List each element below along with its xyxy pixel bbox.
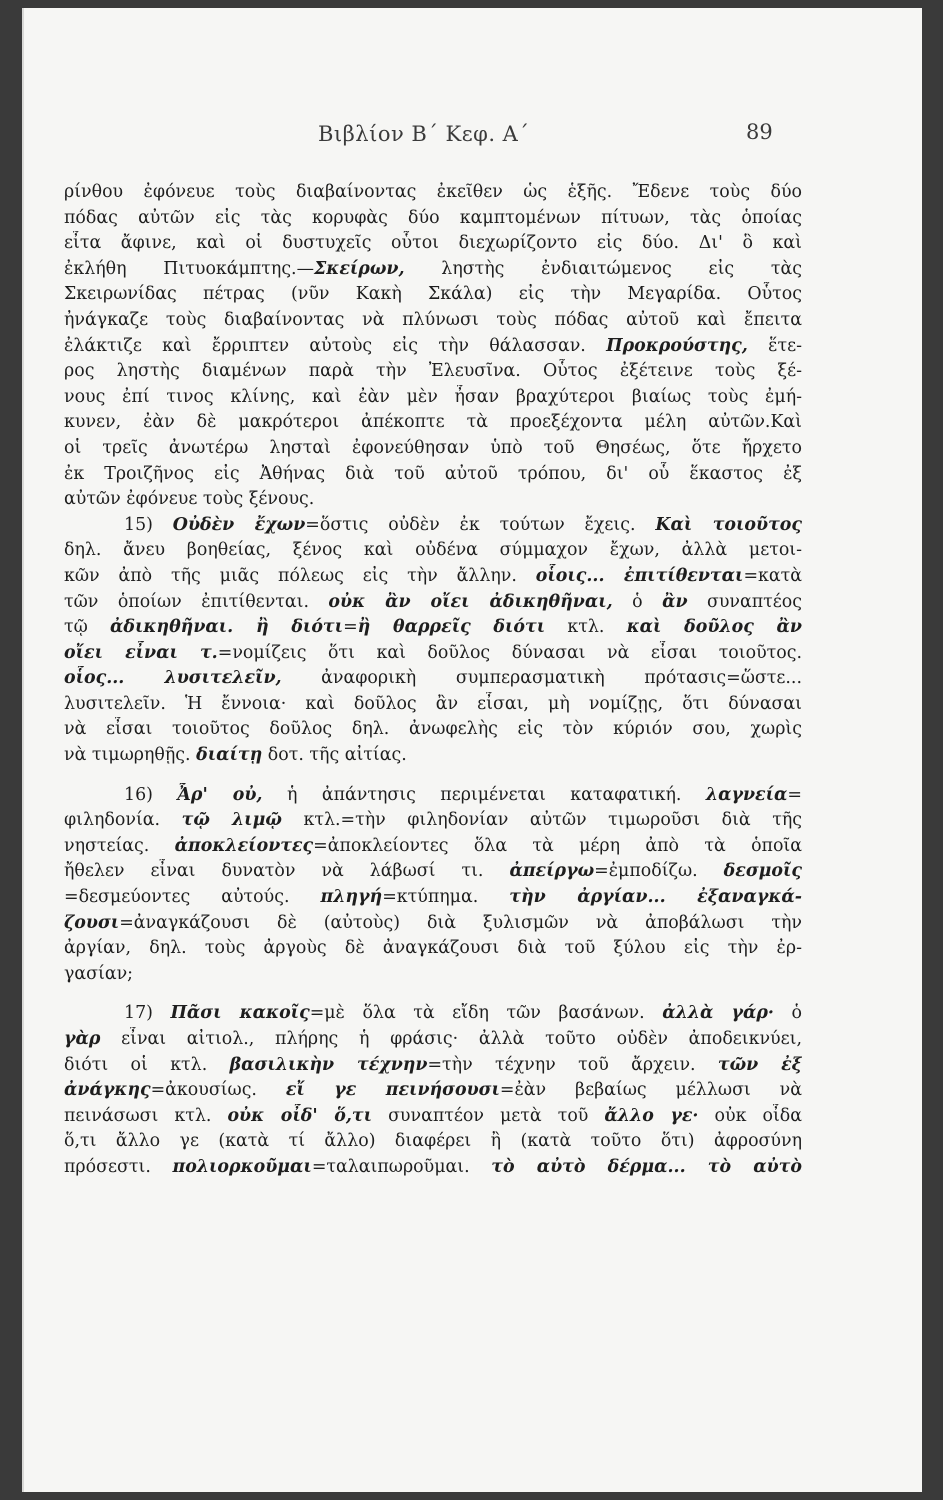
lemma-term: οἷος... λυσιτελεῖν, bbox=[64, 668, 282, 689]
text-run: 17) bbox=[124, 1003, 171, 1024]
text-run: ληστὴς ἐνδιαιτώμενος εἰς τὰς bbox=[404, 258, 802, 279]
text-line bbox=[64, 1078, 802, 1104]
body-text bbox=[64, 180, 802, 1181]
text-run: νὰ τιμωρηθῇς. bbox=[64, 745, 197, 766]
book-page bbox=[22, 8, 922, 1492]
text-run: =κτύπημα. bbox=[382, 887, 510, 908]
text-line bbox=[64, 359, 802, 385]
text-run: οὐκ οἶδα bbox=[698, 1105, 802, 1126]
text-line bbox=[64, 334, 802, 360]
text-run: ἕτε- bbox=[747, 335, 802, 356]
text-run: λυσιτελεῖν. Ἡ ἔννοια· καὶ δοῦλος ἂν εἶσαι, μὴ νομίζῃς, ὅτι δύνασαι bbox=[64, 693, 802, 714]
text-line bbox=[64, 564, 802, 590]
lemma-term: ἀλλὰ γάρ· bbox=[662, 1003, 774, 1024]
page-number: 89 bbox=[746, 120, 773, 144]
text-line bbox=[64, 257, 802, 283]
lemma-term: ἀποκλείοντες bbox=[174, 835, 314, 856]
lemma-term: Καὶ τοιοῦτος bbox=[655, 514, 802, 535]
text-run: =ἀκουσίως. bbox=[150, 1080, 286, 1101]
text-run: φιληδονία. bbox=[64, 810, 182, 831]
lemma-term: οἷοις... ἐπιτίθενται bbox=[535, 565, 744, 586]
text-run: συναπτέον μετὰ τοῦ bbox=[372, 1105, 605, 1126]
text-run: κτλ. bbox=[545, 617, 627, 638]
lemma-term: Οὐδὲν ἔχων bbox=[172, 514, 306, 535]
lemma-term: τῷ λιμῷ bbox=[181, 810, 282, 831]
text-run: δηλ. ἄνευ βοηθείας, ξένος καὶ οὐδένα σύμμαχον ἔχων, ἀλλὰ μετοι- bbox=[64, 540, 802, 561]
text-run: ἐκ Τροιζῆνος εἰς Ἀθήνας διὰ τοῦ αὐτοῦ τρόπου, δι' οὗ ἕκαστος ἐξ bbox=[64, 463, 802, 484]
text-run: ρίνθου ἐφόνευε τοὺς διαβαίνοντας ἐκεῖθεν ὡς ἑξῆς. Ἔδενε τοὺς δύο bbox=[64, 182, 802, 202]
text-run: εἶναι αἰτιολ., πλήρης ἡ φράσις· ἀλλὰ τοῦτο οὐδὲν ἀποδεικνύει, bbox=[100, 1029, 802, 1049]
text-run: δοτ. τῆς αἰτίας. bbox=[262, 745, 407, 766]
text-run: =ὅστις οὐδὲν ἐκ τούτων ἔχεις. bbox=[305, 514, 656, 535]
text-line bbox=[64, 1155, 802, 1181]
text-line bbox=[64, 666, 802, 692]
text-line bbox=[64, 808, 802, 834]
text-line bbox=[64, 783, 802, 809]
text-run: ἀναφορικὴ συμπερασματικὴ πρότασις=ὥστε... bbox=[281, 668, 802, 689]
text-run: =ἀναγκάζουσι δὲ (αὐτοὺς) διὰ ξυλισμῶν νὰ ἀποβάλωσι τὴν bbox=[119, 912, 802, 933]
text-line bbox=[64, 1027, 802, 1053]
lemma-term: διαίτῃ bbox=[196, 745, 263, 766]
text-run: ὁ bbox=[773, 1003, 802, 1024]
text-run: νηστείας. bbox=[64, 835, 175, 856]
text-run: συναπτέος bbox=[687, 591, 802, 612]
lemma-term: καὶ δοῦλος ἂν bbox=[626, 617, 802, 638]
text-run: =κατὰ bbox=[743, 565, 802, 586]
text-line bbox=[64, 1001, 802, 1027]
text-run: ἤθελεν εἶναι δυνατὸν νὰ λάβωσί τι. bbox=[64, 861, 510, 882]
text-run: εἶτα ἄφινε, καὶ οἱ δυστυχεῖς οὗτοι διεχωρίζοντο εἰς δύο. Δι' ὃ καὶ bbox=[64, 233, 802, 254]
lemma-term: ἀπείργω bbox=[509, 861, 595, 882]
text-line bbox=[64, 180, 802, 206]
text-run: 15) bbox=[124, 514, 173, 535]
text-line bbox=[64, 590, 802, 616]
text-line bbox=[64, 962, 802, 988]
lemma-term: δεσμοῖς bbox=[723, 861, 802, 882]
text-run: ὁ bbox=[612, 591, 663, 612]
text-line bbox=[64, 487, 802, 513]
text-run: = bbox=[787, 784, 802, 805]
text-run: κυνεν, ἐὰν δὲ μακρότεροι ἀπέκοπτε τὰ προεξέχοντα μέλη αὐτῶν.Καὶ bbox=[64, 412, 802, 433]
text-run: διότι οἱ κτλ. bbox=[64, 1054, 230, 1075]
text-run: =δεσμεύοντες αὐτούς. bbox=[64, 887, 321, 908]
text-line bbox=[64, 641, 802, 667]
text-run: ρος ληστὴς διαμένων παρὰ τὴν Ἐλευσῖνα. Οὗτος ἐξέτεινε τοὺς ξέ- bbox=[64, 361, 802, 382]
text-run: κῶν ἀπὸ τῆς μιᾶς πόλεως εἰς τὴν ἄλλην. bbox=[64, 565, 536, 586]
text-run: τῷ bbox=[64, 617, 110, 638]
text-run: ἡ ἀπάντησις περιμένεται καταφατική. bbox=[262, 784, 706, 805]
text-run: =τὴν τέχνην τοῦ ἄρχειν. bbox=[427, 1054, 718, 1075]
text-run: γασίαν; bbox=[64, 963, 134, 984]
lemma-term: βασιλικὴν τέχνην bbox=[229, 1054, 428, 1075]
lemma-term: ἀδικηθῆναι. ἢ διότι bbox=[110, 617, 344, 638]
text-run: 16) bbox=[124, 784, 178, 805]
text-run: πεινάσωσι κτλ. bbox=[64, 1105, 228, 1126]
lemma-term: ἄλλο γε· bbox=[604, 1105, 699, 1126]
text-run: κτλ.=τὴν φιληδονίαν αὐτῶν τιμωροῦσι διὰ τῆς bbox=[281, 810, 802, 831]
text-line bbox=[64, 692, 802, 718]
running-header: Βιβλίον Β΄ Κεφ. Α΄ bbox=[318, 122, 530, 146]
text-run: νὰ εἶσαι τοιοῦτος δοῦλος δηλ. ἀνωφελὴς εἰς τὸν κύριόν σου, χωρὶς bbox=[64, 719, 802, 740]
lemma-term: λαγνεία bbox=[705, 784, 788, 805]
text-run: ἐλάκτιζε καὶ ἔρριπτεν αὐτοὺς εἰς τὴν θάλασσαν. bbox=[64, 335, 607, 356]
lemma-term: πληγή bbox=[320, 887, 383, 908]
text-line bbox=[64, 231, 802, 257]
lemma-term: Πᾶσι κακοῖς bbox=[170, 1003, 310, 1024]
lemma-term: τῶν ἐξ bbox=[717, 1054, 802, 1075]
lemma-term: τὸ αὐτὸ δέρμα... τὸ αὐτὸ bbox=[491, 1156, 802, 1177]
text-run: Σκειρωνίδας πέτρας (νῦν Κακὴ Σκάλα) εἰς τὴν Μεγαρίδα. Οὗτος bbox=[64, 284, 802, 305]
lemma-term: ζουσι bbox=[64, 912, 120, 933]
text-line bbox=[64, 936, 802, 962]
text-run: ἠνάγκαζε τοὺς διαβαίνοντας νὰ πλύνωσι τοὺς πόδας αὐτοῦ καὶ ἔπειτα bbox=[64, 309, 802, 330]
lemma-term: οἴει εἶναι τ. bbox=[64, 642, 218, 663]
text-run: =νομίζεις ὅτι καὶ δοῦλος δύνασαι νὰ εἶσαι τοιοῦτος. bbox=[217, 642, 802, 663]
lemma-term: ἂν bbox=[662, 591, 688, 612]
text-line bbox=[64, 615, 802, 641]
text-line bbox=[64, 1104, 802, 1130]
text-line bbox=[64, 308, 802, 334]
lemma-term: εἴ γε πεινήσουσι bbox=[285, 1080, 500, 1101]
text-run: ὅ,τι ἄλλο γε (κατὰ τί ἄλλο) διαφέρει ἢ (κατὰ τοῦτο ὅτι) ἀφροσύνη bbox=[64, 1131, 802, 1152]
text-run: πρόσεστι. bbox=[64, 1156, 173, 1177]
text-run: νους ἐπί τινος κλίνης, καὶ ἐὰν μὲν ἦσαν βραχύτεροι βιαίως τοὺς ἐμή- bbox=[64, 386, 802, 407]
lemma-term: Ἆρ' οὐ, bbox=[177, 784, 263, 805]
text-run: =ἐὰν βεβαίως μέλλωσι νὰ bbox=[499, 1080, 802, 1101]
text-line bbox=[64, 538, 802, 564]
text-run: πόδας αὐτῶν εἰς τὰς κορυφὰς δύο καμπτομένων πίτυων, τὰς ὁποίας bbox=[64, 207, 802, 228]
text-run: =ἀποκλείοντες ὅλα τὰ μέρη ἀπὸ τὰ ὁποῖα bbox=[313, 835, 802, 856]
lemma-term: οὐκ οἶδ' ὅ,τι bbox=[227, 1105, 373, 1126]
text-line bbox=[64, 385, 802, 411]
text-line bbox=[64, 206, 802, 232]
text-line bbox=[64, 911, 802, 937]
text-run: οἱ τρεῖς ἀνωτέρω λησταὶ ἐφονεύθησαν ὑπὸ τοῦ Θησέως, ὅτε ἤρχετο bbox=[64, 437, 802, 458]
lemma-term: ἀνάγκης bbox=[64, 1080, 151, 1101]
lemma-term: πολιορκοῦμαι bbox=[172, 1156, 312, 1177]
text-line bbox=[64, 743, 802, 769]
text-run: τῶν ὁποίων ἐπιτίθενται. bbox=[64, 591, 329, 612]
text-line bbox=[64, 717, 802, 743]
lemma-term: ἢ θαρρεῖς διότι bbox=[357, 617, 546, 638]
text-run: =ἐμποδίζω. bbox=[594, 861, 724, 882]
paragraph-gap bbox=[64, 769, 802, 783]
text-run: = bbox=[343, 617, 358, 638]
text-line bbox=[64, 410, 802, 436]
text-line bbox=[64, 885, 802, 911]
lemma-term: γὰρ bbox=[64, 1029, 101, 1049]
lemma-term: οὐκ ἂν οἴει ἀδικηθῆναι, bbox=[328, 591, 613, 612]
text-run: =μὲ ὅλα τὰ εἴδη τῶν βασάνων. bbox=[309, 1003, 663, 1024]
lemma-term: Προκρούστης, bbox=[606, 335, 748, 356]
lemma-term: τὴν ἀργίαν... ἐξαναγκά- bbox=[509, 887, 802, 908]
text-run: =ταλαιπωροῦμαι. bbox=[311, 1156, 492, 1177]
text-run: αὐτῶν ἐφόνευε τοὺς ξένους. bbox=[64, 489, 315, 510]
paragraph-gap bbox=[64, 987, 802, 1001]
lemma-term: Σκείρων, bbox=[313, 258, 405, 279]
text-line bbox=[64, 1129, 802, 1155]
text-line bbox=[64, 1053, 802, 1079]
text-line bbox=[64, 513, 802, 539]
text-line bbox=[64, 282, 802, 308]
text-line bbox=[64, 834, 802, 860]
text-line bbox=[64, 436, 802, 462]
text-run: ἐκλήθη Πιτυοκάμπτης.— bbox=[64, 258, 314, 279]
text-line bbox=[64, 462, 802, 488]
text-line bbox=[64, 859, 802, 885]
text-run: ἀργίαν, δηλ. τοὺς ἀργοὺς δὲ ἀναγκάζουσι διὰ τοῦ ξύλου εἰς τὴν ἐρ- bbox=[64, 938, 802, 959]
